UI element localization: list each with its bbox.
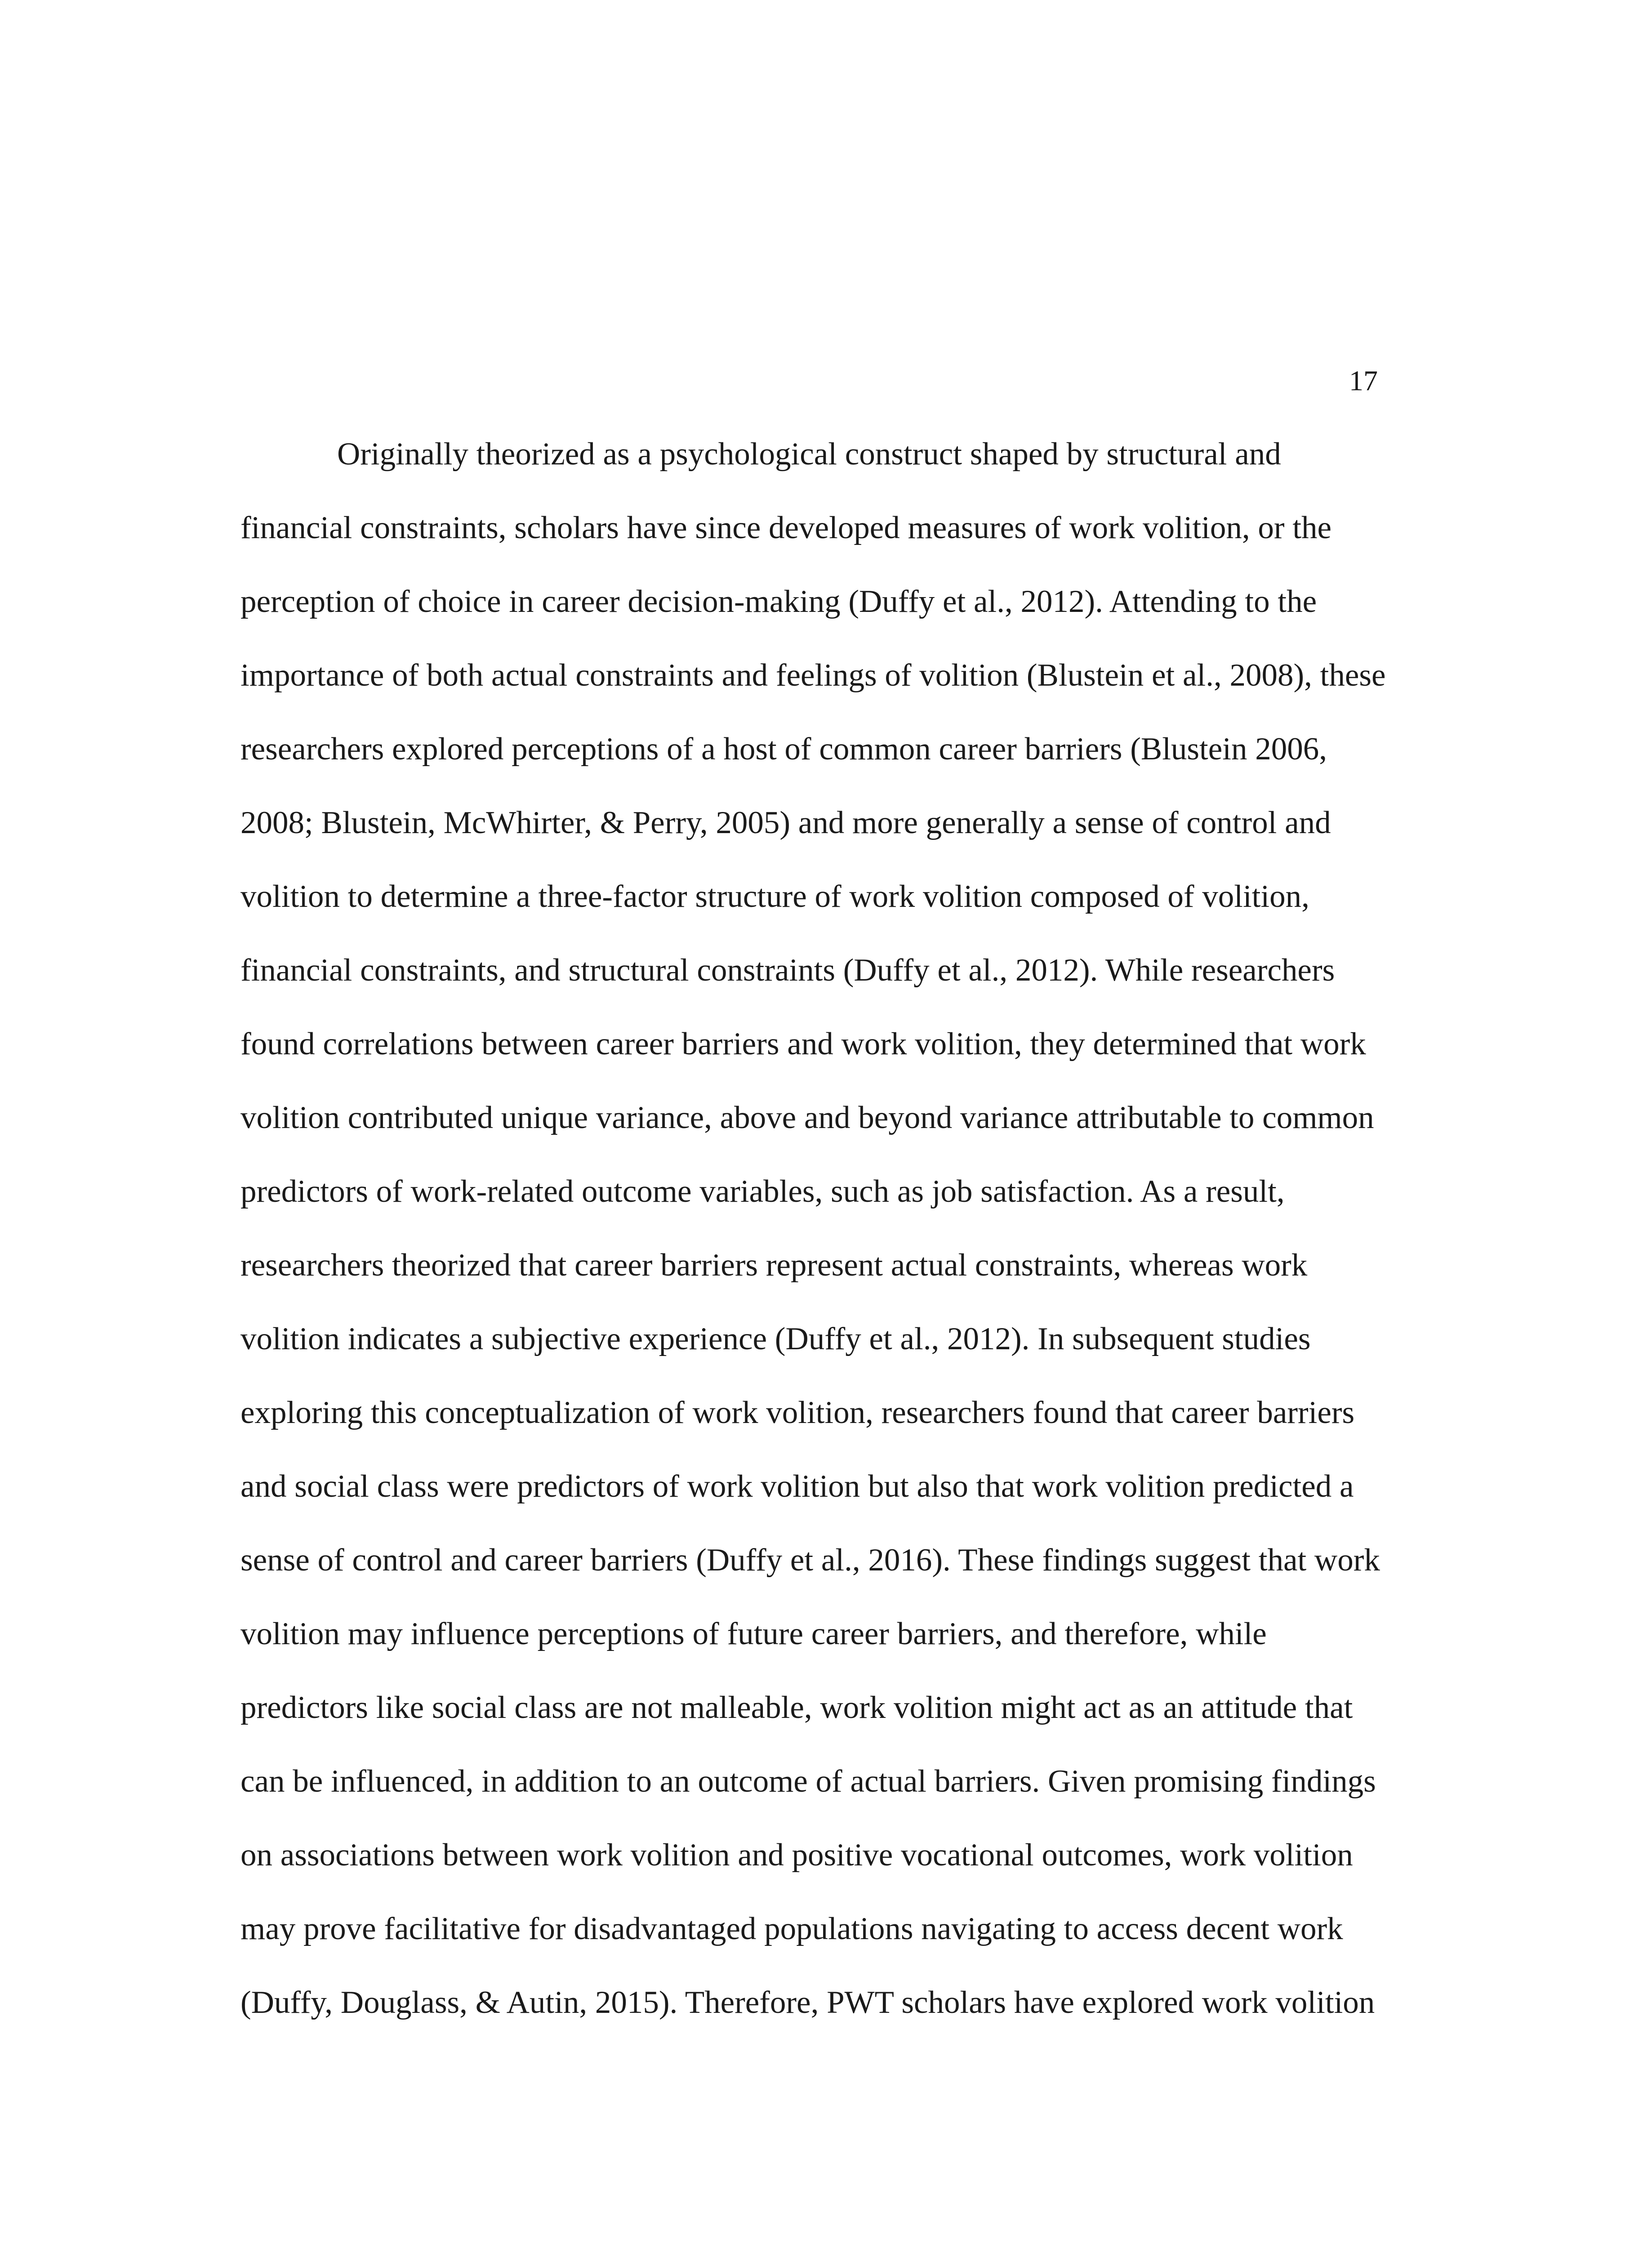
- paragraph-line: on associations between work volition and positive vocational outcomes, work volition: [240, 1838, 1353, 1873]
- paragraph-line: volition to determine a three-factor structure of work volition composed of volition,: [240, 879, 1309, 914]
- paragraph-line: financial constraints, and structural constraints (Duffy et al., 2012). While researchers: [240, 953, 1335, 988]
- paragraph-line: may prove facilitative for disadvantaged populations navigating to access decent work: [240, 1911, 1343, 1946]
- paragraph-line: Originally theorized as a psychological construct shaped by structural and: [337, 437, 1281, 472]
- paragraph-line: importance of both actual constraints and feelings of volition (Blustein et al., 2008), these: [240, 658, 1386, 693]
- paragraph-line: financial constraints, scholars have since developed measures of work volition, or the: [240, 510, 1332, 545]
- paragraph-line: perception of choice in career decision-making (Duffy et al., 2012). Attending to the: [240, 584, 1317, 619]
- paragraph-line: volition contributed unique variance, above and beyond variance attributable to common: [240, 1100, 1374, 1135]
- paragraph-line: researchers theorized that career barriers represent actual constraints, whereas work: [240, 1248, 1308, 1283]
- body-paragraph: [240, 432, 1391, 2054]
- paragraph-line: predictors of work-related outcome variables, such as job satisfaction. As a result,: [240, 1174, 1285, 1209]
- page-number: 17: [1349, 365, 1378, 397]
- paragraph-line: and social class were predictors of work volition but also that work volition predicted a: [240, 1469, 1354, 1504]
- paragraph-line: found correlations between career barriers and work volition, they determined that work: [240, 1026, 1366, 1062]
- paragraph-line: (Duffy, Douglass, & Autin, 2015). Therefore, PWT scholars have explored work volition: [240, 1985, 1375, 2020]
- paragraph-line: exploring this conceptualization of work volition, researchers found that career barriers: [240, 1395, 1355, 1430]
- paragraph-line: volition may influence perceptions of future career barriers, and therefore, while: [240, 1616, 1267, 1651]
- paragraph-line: predictors like social class are not malleable, work volition might act as an attitude that: [240, 1690, 1353, 1725]
- paragraph-line: volition indicates a subjective experience (Duffy et al., 2012). In subsequent studies: [240, 1321, 1311, 1356]
- paragraph-line: can be influenced, in addition to an outcome of actual barriers. Given promising findings: [240, 1764, 1376, 1799]
- paragraph-line: researchers explored perceptions of a host of common career barriers (Blustein 2006,: [240, 731, 1327, 767]
- paragraph-line: 2008; Blustein, McWhirter, & Perry, 2005) and more generally a sense of control and: [240, 805, 1331, 840]
- paragraph-line: sense of control and career barriers (Duffy et al., 2016). These findings suggest that work: [240, 1543, 1380, 1578]
